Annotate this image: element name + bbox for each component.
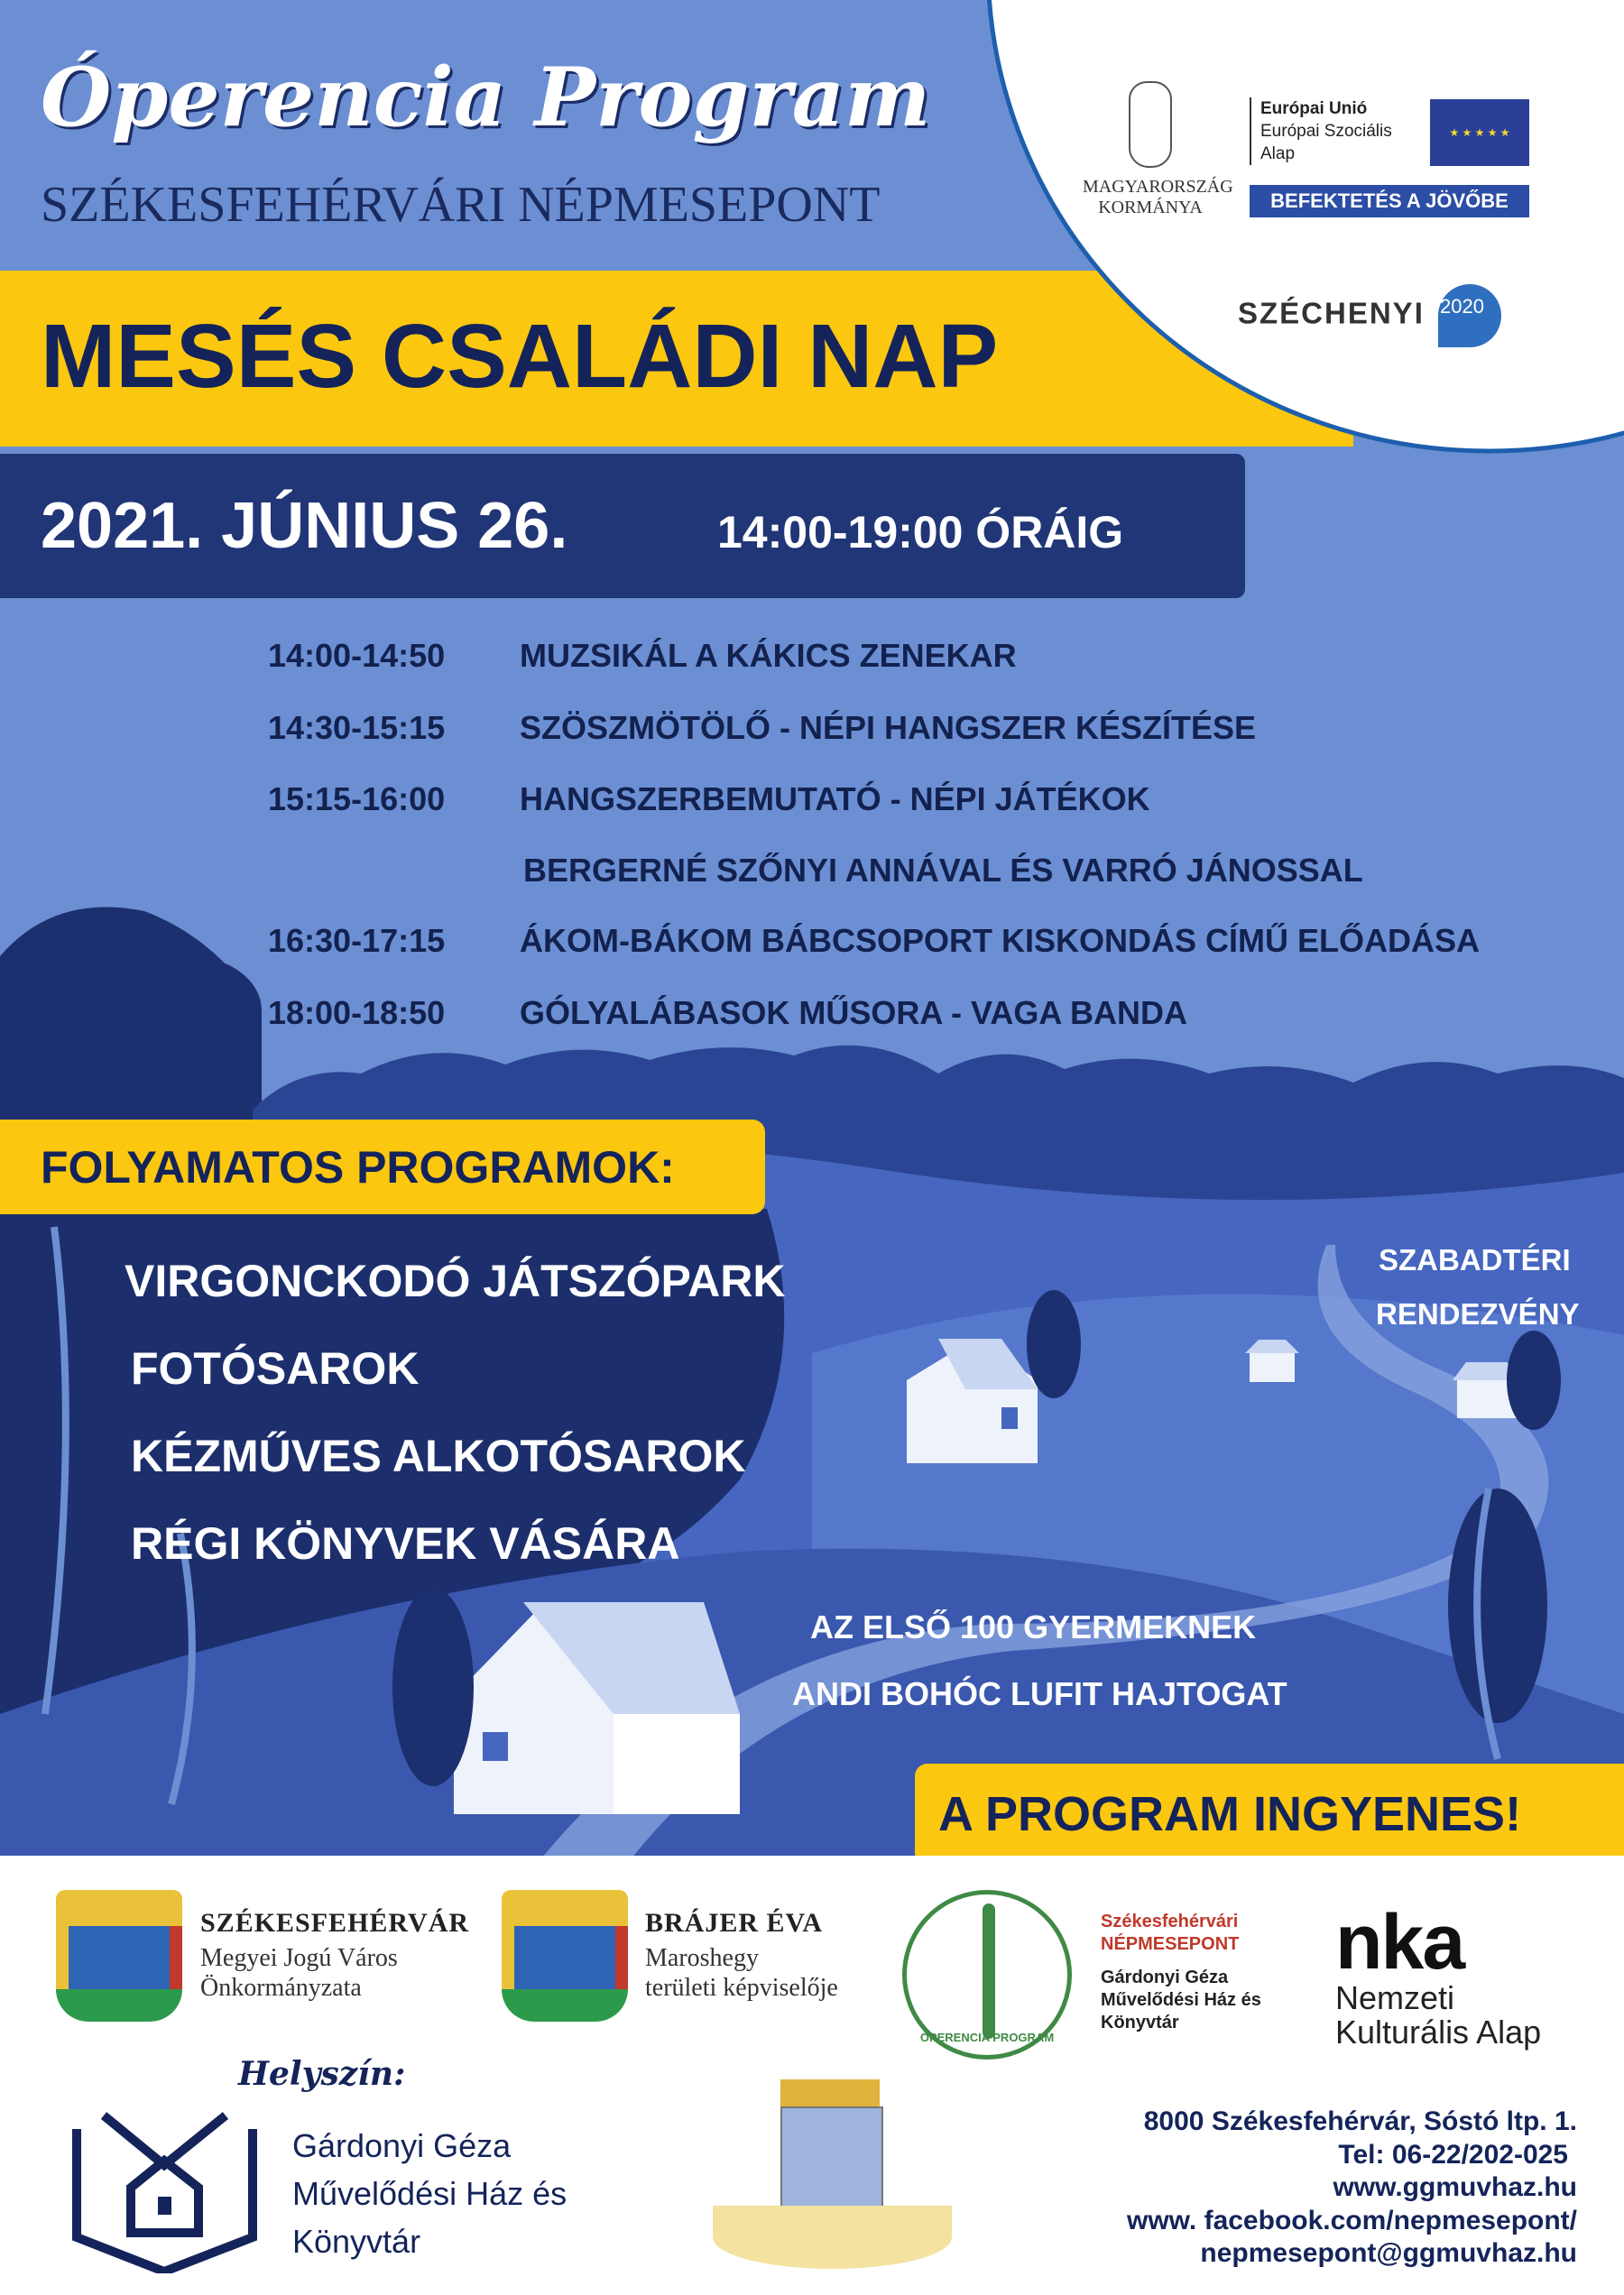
schedule-time-text: 18:00-18:50	[268, 994, 446, 1031]
eu-text	[1250, 97, 1392, 165]
continuous-item	[131, 1512, 679, 1575]
schedule-time-text: 15:15-16:00	[268, 780, 446, 817]
eu-line3: Alap	[1260, 144, 1296, 163]
venue-label: Helyszín:	[238, 2055, 406, 2093]
contact-email[interactable]: nepmesepont@ggmuvhaz.hu	[1200, 2238, 1577, 2268]
eu-flag-icon: ★ ★ ★ ★ ★	[1430, 99, 1529, 166]
schedule-time-text: 16:30-17:15	[268, 922, 446, 959]
event-date-text: 2021. JÚNIUS 26.	[41, 490, 568, 562]
outdoor-line1-text: SZABADTÉRI	[1379, 1243, 1571, 1277]
schedule-item-text: BERGERNÉ SZŐNYI ANNÁVAL ÉS VARRÓ JÁNOSSAL	[523, 852, 1363, 889]
continuous-item	[131, 1337, 419, 1400]
balloon-line1-text: AZ ELSŐ 100 GYERMEKNEK	[810, 1608, 1257, 1645]
nepmesepont-line2: NÉPMESEPONT	[1101, 1934, 1240, 1954]
event-time	[717, 505, 1123, 559]
balloon-line1	[810, 1602, 1256, 1653]
szechenyi-text: SZÉCHENYI	[1238, 296, 1425, 330]
nepmesepont-text	[1101, 1911, 1261, 2034]
event-headline-text: MESÉS CSALÁDI NAP	[41, 306, 999, 407]
operencia-logo-text: ÓPERENCIA PROGRAM	[919, 2031, 1055, 2044]
schedule-item-text: SZÖSZMÖTÖLŐ - NÉPI HANGSZER KÉSZÍTÉSE	[520, 709, 1257, 746]
event-date	[41, 487, 567, 565]
sponsor2-name: BRÁJER ÉVA	[645, 1908, 823, 1938]
free-program-text: A PROGRAM INGYENES!	[938, 1787, 1522, 1841]
schedule-item	[520, 777, 1150, 822]
program-title: Óperencia Program	[41, 50, 931, 145]
nepmesepont-line4: Művelődési Ház és	[1101, 1990, 1261, 2010]
sponsor2-line2: területi képviselője	[645, 1974, 838, 2002]
continuous-item	[131, 1424, 746, 1488]
continuous-item	[125, 1249, 785, 1313]
schedule-item-text: ÁKOM-BÁKOM BÁBCSOPORT KISKONDÁS CÍMŰ ELŐADÁSA	[520, 922, 1480, 959]
nka-logo-mark: nka	[1335, 1899, 1464, 1986]
hungarian-government-logo	[1083, 81, 1233, 218]
schedule-item	[520, 705, 1256, 751]
szechenyi-logo	[1238, 284, 1501, 347]
house-small-1	[1245, 1340, 1299, 1382]
nepmesepont-line5: Könyvtár	[1101, 2013, 1179, 2032]
nepmesepont-line3: Gárdonyi Géza	[1101, 1968, 1229, 1987]
contact-website[interactable]: www.ggmuvhaz.hu	[1333, 2172, 1577, 2202]
schedule-time	[268, 633, 445, 678]
continuous-item-text: FOTÓSAROK	[131, 1343, 420, 1394]
szechenyi-year: 2020	[1440, 295, 1484, 318]
castle-book-illustration	[713, 2079, 952, 2269]
schedule-time	[268, 918, 445, 963]
contact-facebook[interactable]: www. facebook.com/nepmesepont/	[1127, 2206, 1577, 2235]
operencia-program-logo	[902, 1890, 1072, 2060]
event-headline	[41, 302, 998, 410]
eu-banner: BEFEKTETÉS A JÖVŐBE	[1250, 185, 1529, 217]
sponsor1-line2: Önkormányzata	[200, 1974, 362, 2002]
venue-line1: Gárdonyi Géza	[292, 2127, 512, 2164]
schedule-time-text: 14:00-14:50	[268, 637, 446, 674]
outdoor-line2	[1376, 1292, 1580, 1337]
book-icon-graphic	[68, 2111, 262, 2273]
sponsor1-line1: Megyei Jogú Város	[200, 1944, 398, 1972]
nka-line1: Nemzeti	[1335, 1979, 1455, 2016]
program-subtitle: SZÉKESFEHÉRVÁRI NÉPMESEPONT	[41, 177, 881, 233]
schedule-item	[520, 633, 1017, 678]
open-book-house-icon	[68, 2111, 262, 2273]
schedule-time	[268, 991, 445, 1036]
outdoor-line1	[1379, 1238, 1571, 1283]
sponsor2-line1: Maroshegy	[645, 1944, 759, 1972]
eu-line1: Európai Unió	[1260, 99, 1368, 118]
continuous-item-text: KÉZMŰVES ALKOTÓSAROK	[131, 1431, 746, 1481]
schedule-item	[523, 848, 1363, 893]
schedule-time	[268, 777, 445, 822]
coat-of-arms-icon	[1129, 81, 1172, 168]
sponsor1-name: SZÉKESFEHÉRVÁR	[200, 1908, 470, 1938]
balloon-line2-text: ANDI BOHÓC LUFIT HAJTOGAT	[792, 1675, 1287, 1712]
beanstalk-icon	[983, 1903, 995, 2039]
continuous-item-text: VIRGONCKODÓ JÁTSZÓPARK	[125, 1256, 786, 1306]
venue-line3: Könyvtár	[292, 2223, 421, 2260]
continuous-heading	[41, 1138, 675, 1196]
continuous-heading-text: FOLYAMATOS PROGRAMOK:	[41, 1142, 675, 1193]
free-program	[938, 1782, 1521, 1847]
schedule-item	[520, 918, 1480, 963]
venue-name	[292, 2122, 567, 2265]
eu-line2: Európai Szociális	[1260, 122, 1392, 141]
event-time-text: 14:00-19:00 ÓRÁIG	[717, 507, 1124, 558]
nka-line2: Kulturális Alap	[1335, 2014, 1542, 2051]
nka-logo	[1335, 1899, 1542, 2051]
contact-phone: Tel: 06-22/202-025	[1338, 2140, 1568, 2170]
schedule-item-text: HANGSZERBEMUTATÓ - NÉPI JÁTÉKOK	[520, 780, 1150, 817]
continuous-item-text: RÉGI KÖNYVEK VÁSÁRA	[131, 1518, 680, 1569]
brajer-coat-of-arms-icon	[502, 1890, 628, 2025]
outdoor-line2-text: RENDEZVÉNY	[1376, 1297, 1580, 1331]
gov-line2: KORMÁNYA	[1098, 198, 1203, 217]
szekesfehervar-coat-of-arms-icon	[56, 1890, 182, 2025]
schedule-item-text: MUZSIKÁL A KÁKICS ZENEKAR	[520, 637, 1017, 674]
schedule-time-text: 14:30-15:15	[268, 709, 446, 746]
balloon-line2	[792, 1669, 1287, 1719]
gov-line1: MAGYARORSZÁG	[1083, 177, 1233, 197]
schedule-item	[520, 991, 1187, 1036]
contact-address: 8000 Székesfehérvár, Sóstó ltp. 1.	[1143, 2106, 1577, 2136]
nepmesepont-line1: Székesfehérvári	[1101, 1912, 1239, 1931]
venue-line2: Művelődési Ház és	[292, 2175, 567, 2212]
schedule-item-text: GÓLYALÁBASOK MŰSORA - VAGA BANDA	[520, 994, 1188, 1031]
schedule-time	[268, 705, 445, 751]
